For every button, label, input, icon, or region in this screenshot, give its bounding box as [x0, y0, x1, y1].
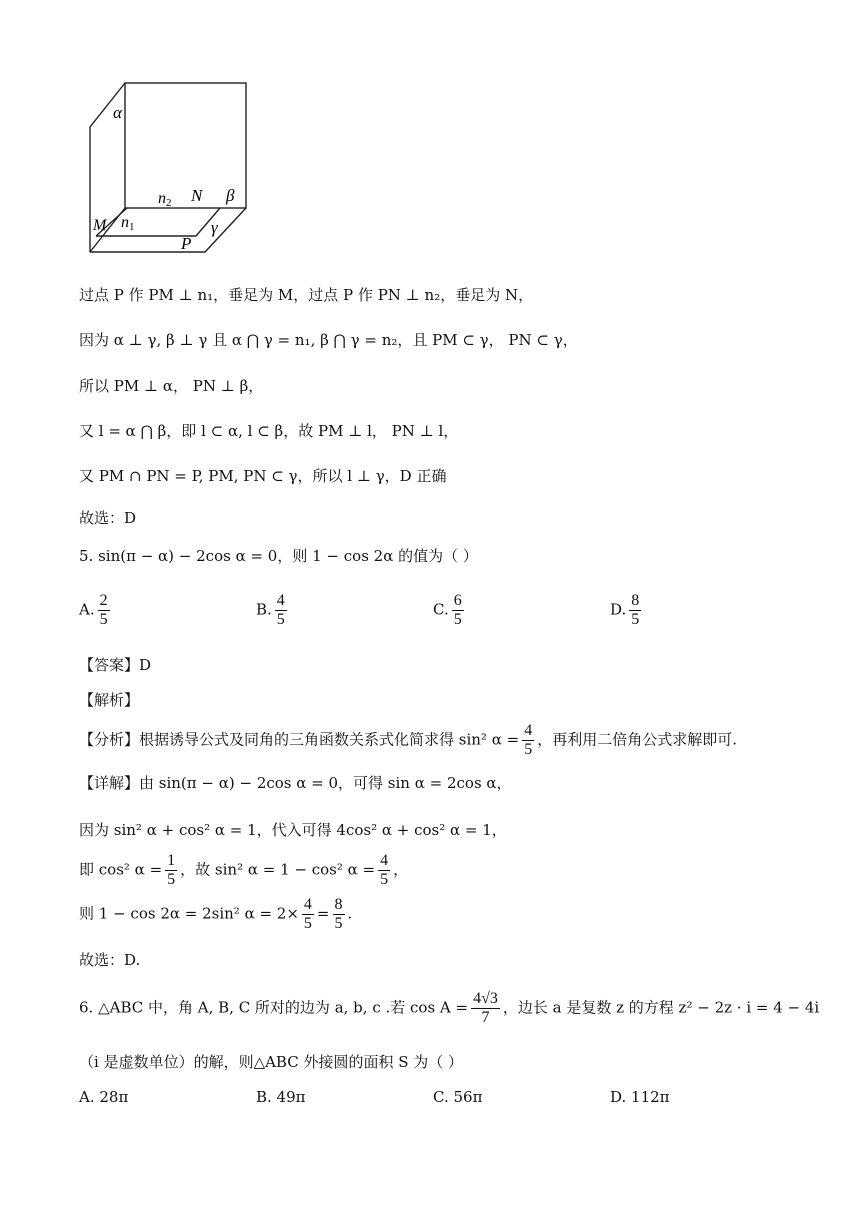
label-n2: n2	[158, 190, 172, 209]
answer-label: 【答案】D	[79, 656, 152, 674]
label-beta: β	[226, 186, 235, 205]
analysis-summary: 【分析】根据诱导公式及同角的三角函数关系式化简求得 sin² α = $\frac{4}{5}$ ，再利用二倍角公式求解即可.	[79, 722, 737, 758]
label-N: N	[191, 186, 203, 205]
q5-option-c: C. $\frac{6}{5}$	[433, 592, 462, 628]
proof-line-5: 又 PM ∩ PN = P, PM, PN ⊂ γ，所以 l ⊥ γ，D 正确	[79, 467, 447, 485]
proof-line-2: 因为 α ⊥ γ, β ⊥ γ 且 α ⋂ γ = n₁, β ⋂ γ = n₂，且 PM ⊂ γ， PN ⊂ γ，	[79, 331, 578, 349]
proof-line-4: 又 l = α ⋂ β，即 l ⊂ α, l ⊂ β，故 PM ⊥ l， PN ⊥ l，	[79, 422, 459, 440]
proof-line-3: 所以 PM ⊥ α， PN ⊥ β，	[79, 377, 264, 395]
question-6: 6. △ABC 中，角 A, B, C 所对的边为 a, b, c .若 cos A = $\frac{4√3}{7}$ ，边长 a 是复数 z 的方程 z² − 2z · i = 4 − 4i	[79, 990, 820, 1026]
q5-option-a: A. $\frac{2}{5}$	[79, 592, 108, 628]
label-gamma: γ	[211, 218, 218, 237]
question-5: 5. sin(π − α) − 2cos α = 0，则 1 − cos 2α 的值为（ ）	[79, 547, 478, 565]
answer-choice-line: 故选：D	[79, 509, 137, 527]
q6-option-a: A. 28π	[79, 1088, 129, 1106]
detail-conclusion: 故选：D.	[79, 951, 141, 969]
analysis-label: 【解析】	[79, 691, 140, 709]
q6-option-b: B. 49π	[256, 1088, 306, 1106]
proof-line-1: 过点 P 作 PM ⊥ n₁，垂足为 M，过点 P 作 PN ⊥ n₂，垂足为 N，	[79, 286, 534, 304]
q6-option-c: C. 56π	[433, 1088, 483, 1106]
label-P: P	[181, 234, 192, 253]
label-alpha: α	[113, 103, 122, 122]
label-M: M	[93, 217, 107, 234]
q6-option-d: D. 112π	[610, 1088, 670, 1106]
q5-option-d: D. $\frac{8}{5}$	[610, 592, 640, 628]
detail-line-1: 【详解】由 sin(π − α) − 2cos α = 0，可得 sin α = 2cos α，	[79, 774, 512, 792]
question-6-continued: （i 是虚数单位）的解，则△ABC 外接圆的面积 S 为（ ）	[79, 1053, 464, 1071]
detail-line-2: 因为 sin² α + cos² α = 1，代入可得 4cos² α + cos² α = 1，	[79, 821, 507, 839]
label-n1: n1	[121, 214, 135, 233]
q5-option-b: B. $\frac{4}{5}$	[256, 592, 285, 628]
plane-gamma	[90, 208, 246, 252]
detail-line-3: 即 cos² α = $\frac{1}{5}$ ，故 sin² α = 1 − cos² α = $\frac{4}{5}$ ，	[79, 852, 409, 888]
geometry-figure	[80, 75, 360, 265]
detail-line-4: 则 1 − cos 2α = 2sin² α = 2× $\frac{4}{5}$ = $\frac{8}{5}$ .	[79, 896, 353, 932]
